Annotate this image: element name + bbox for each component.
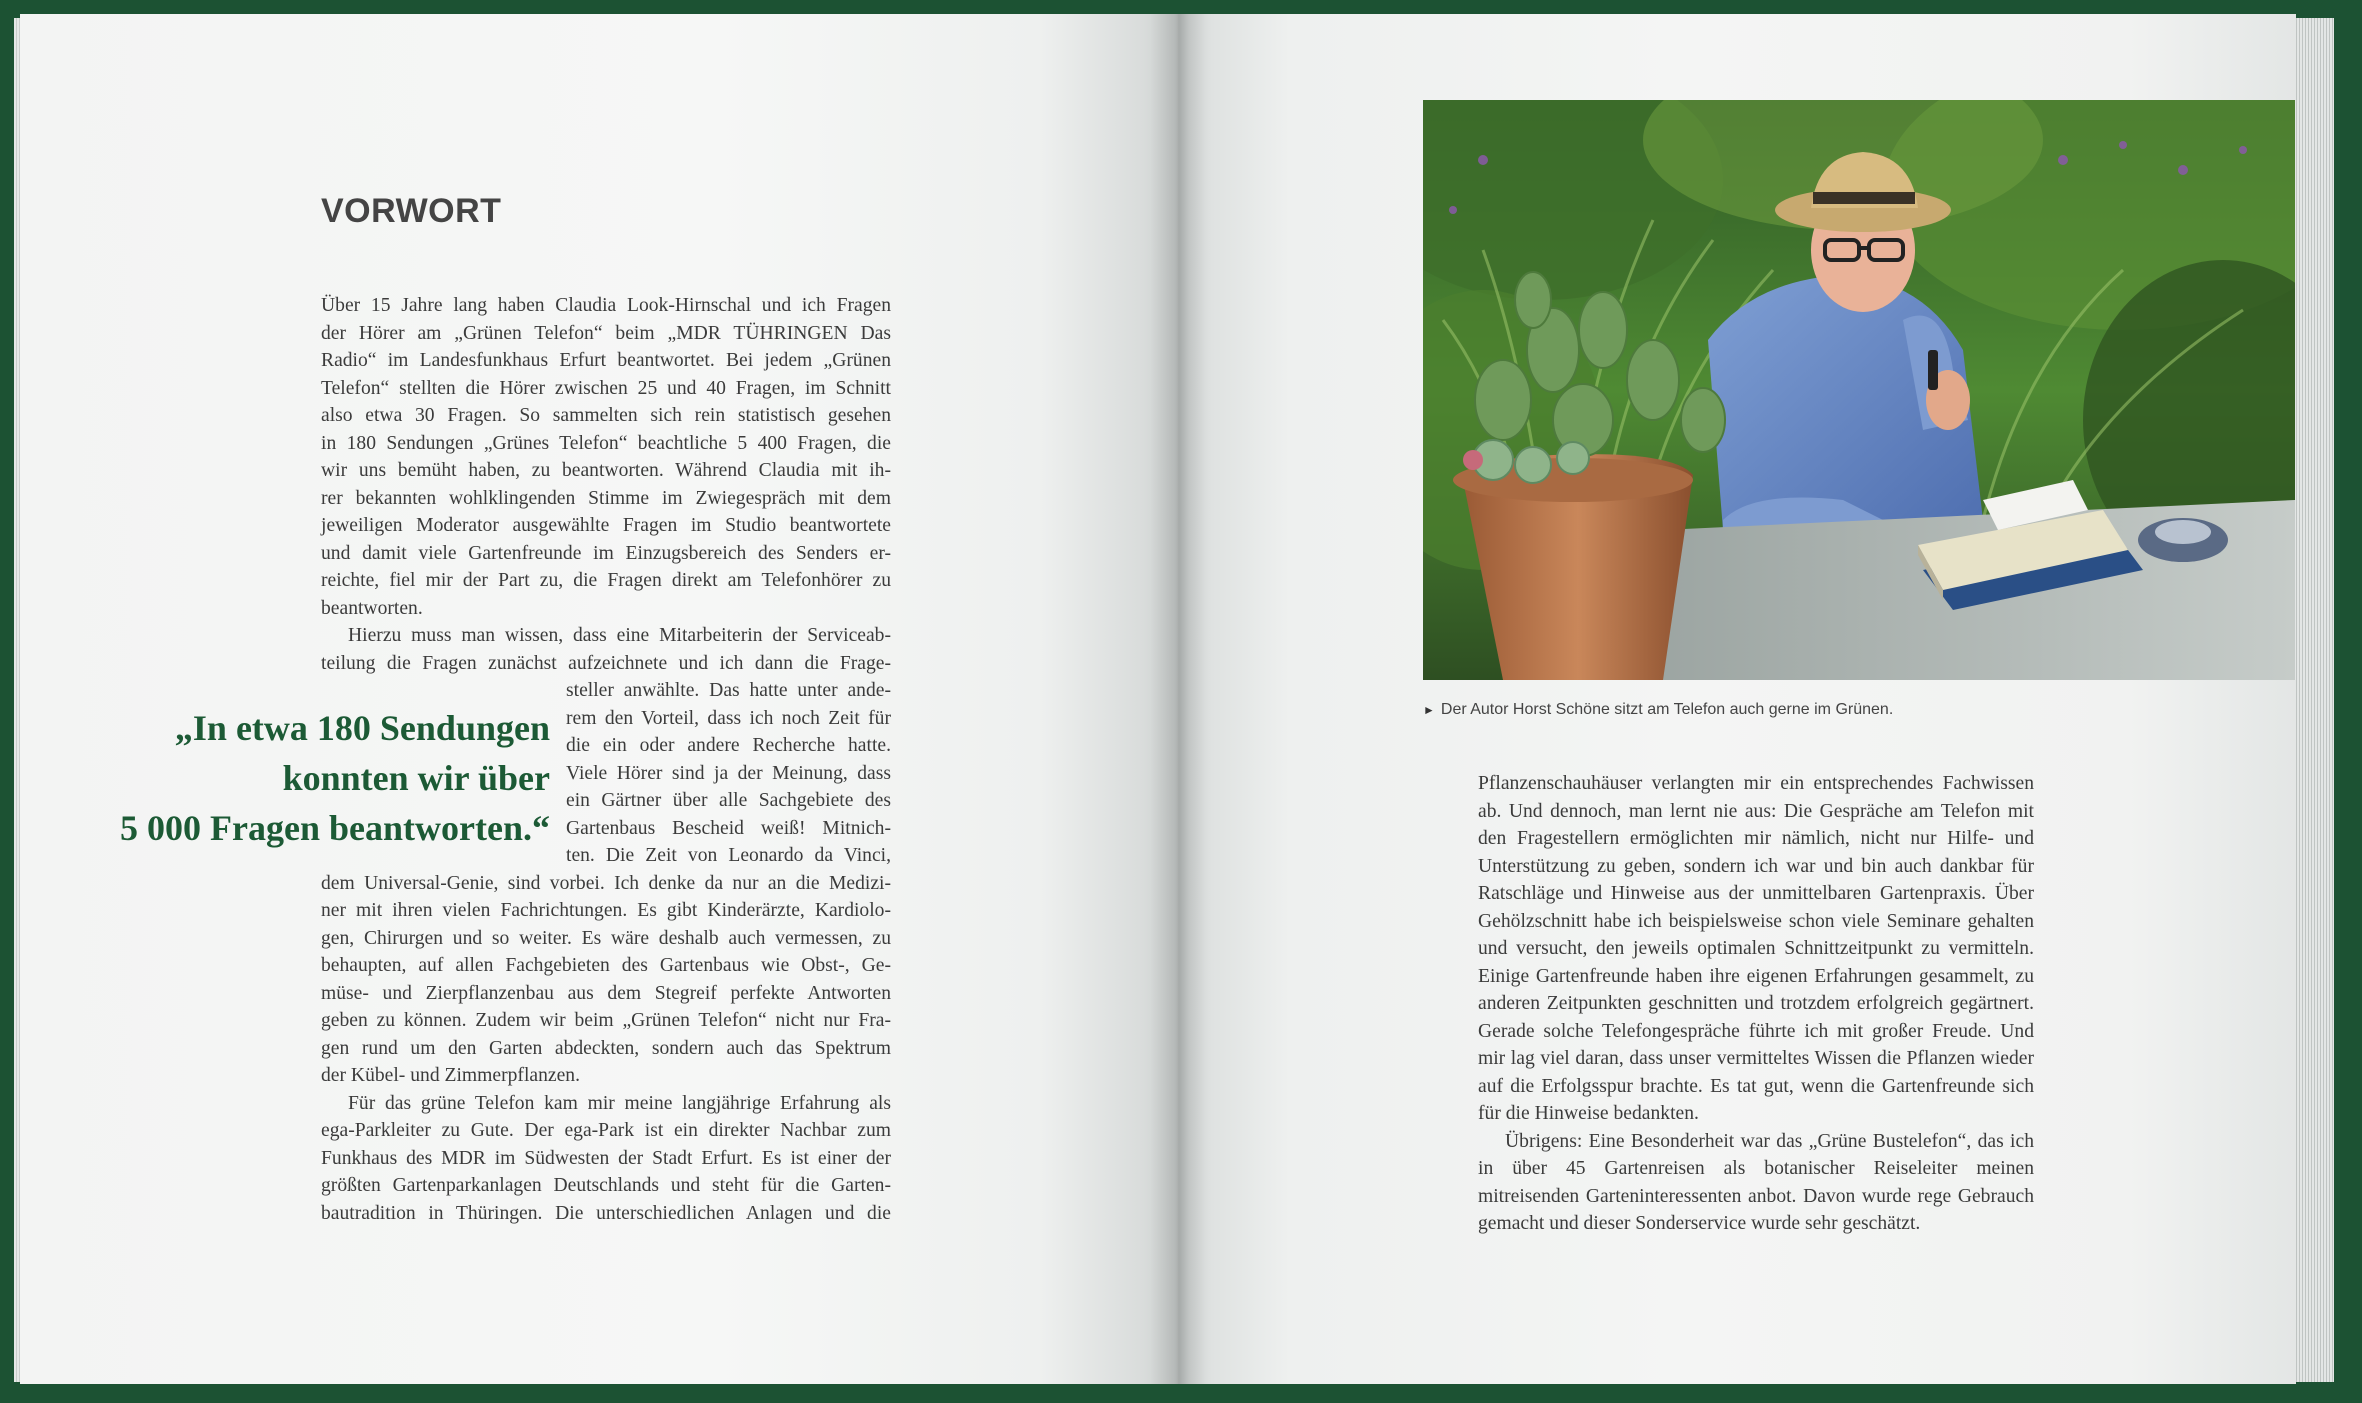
photo-caption: ► Der Autor Horst Schöne sitzt am Telefon auch gerne im Grünen. (1423, 701, 1894, 718)
caption-arrow-icon: ► (1423, 703, 1435, 717)
book-gutter (1150, 14, 1206, 1384)
right-body-text (1478, 770, 2034, 1238)
chapter-heading: VORWORT (321, 192, 502, 230)
paragraph-ega-park: Für das grüne Telefon kam mir meine langjährige Erfahrung als ega-Parkleiter zu Gute. Der ega-Park ist ein direkter Nachbar zum Funkhaus des MDR im Südwesten der Stadt Erfurt. Es ist einer der größten Gartenparkanlagen Deutschlands und steht für die Garten- bautradition in Thüringen. Die unterschiedlichen Anlagen und die (321, 1092, 891, 1224)
paragraph-uebrigens: Übrigens: Eine Besonderheit war das „Grüne Bustelefon“, das ich in über 45 Gartenreisen als botanischer Reiseleiter meinen mitreisenden Garteninteressenten anbot. Davon wurde rege Gebrauch gemacht und dieser Sonderservice wurde sehr geschätzt. (1478, 1130, 2034, 1234)
paragraph-intro: Über 15 Jahre lang haben Claudia Look-Hirnschal und ich Fragen der Hörer am „Grünen Telefon“ beim „MDR TÜHRINGEN Das Radio“ im Landesfunkhaus Erfurt beantwortet. Bei jedem „Grünen Telefon“ stellten die Hörer zwischen 25 und 40 Fragen, im Schnitt also etwa 30 Fragen. So sammelten sich rein statistisch gesehen in 180 Sendungen „Grünes Telefon“ beachtliche 5 400 Fragen, die wir uns bemüht haben, zu beantworten. Während Claudia mit ih- rer bekannten wohlklingenden Stimme im Zwiegespräch mit dem jeweiligen Moderator ausgewählte Fragen im Studio beantwortete und damit viele Gartenfreunde im Einzugsbereich des Senders er- reichte, fiel mir der Part zu, die Fragen direkt am Telefonhörer zu beantworten. (321, 295, 891, 619)
page-edges-right (2294, 18, 2334, 1382)
paragraph-pflanzenschauhaeuser: Pflanzenschauhäuser verlangten mir ein entsprechendes Fachwissen ab. Und dennoch, man lernt nie aus: Die Gespräche am Telefon mit den Fragestellern ermöglichten mir nämlich, nicht nur Hilfe- und Unterstützung zu geben, sondern ich war und bin auch dankbar für Ratschläge und Hinweise aus der unmittelbaren Gartenpraxis. Über Gehölzschnitt habe ich beispielsweise schon viele Seminare gehalten und versucht, den jeweils optimalen Schnittzeitpunkt zu vermitteln. Einige Gartenfreunde haben ihre eigenen Erfahrungen gesammelt, zu anderen Zeitpunkten geschnitten und trotzdem erfolgreich gegärtnert. Gerade solche Telefongespräche führte ich mit großer Freude. Und mir lag viel daran, dass unser vermitteltes Wissen die Pflanzen wieder auf die Erfolgsspur brachte. Es tat gut, wenn die Gartenfreunde sich für die Hinweise bedankten. (1478, 773, 2034, 1124)
author-photo (1423, 100, 2295, 680)
pull-quote: „In etwa 180 Sendungen konnten wir über 5 000 Fragen beantworten.“ (120, 708, 550, 848)
paragraph-hierzu: Hierzu muss man wissen, dass eine Mitarbeiterin der Serviceab- teilung die Fragen zunächst aufzeichnete und ich dann die Frage- steller anwählte. Das hatte unter ande- rem den Vorteil, dass ich noch Zeit für die ein oder andere Recherche hatte. Viele Hörer sind ja der Meinung, dass ein Gärtner über alle Sachgebiete des Gartenbaus Bescheid weiß! Mitnich- ten. Die Zeit von Leonardo da Vinci, dem Universal-Genie, sind vorbei. Ich denke da nur an die Medizi- ner mit ihren vielen Fachrichtungen. Es gibt Kinderärzte, Kardiolo- gen, Chirurgen und so weiter. Es wäre deshalb auch vermessen, zu behaupten, auf allen Fachgebieten des Gartenbaus wie Obst-, Ge- müse- und Zierpflanzenbau aus dem Stegreif perfekte Antworten geben zu können. Zudem wir beim „Grünen Telefon“ nicht nur Fra- gen rund um den Garten abdeckten, sondern auch das Spektrum der Kübel- und Zimmerpflanzen. (321, 625, 891, 1086)
